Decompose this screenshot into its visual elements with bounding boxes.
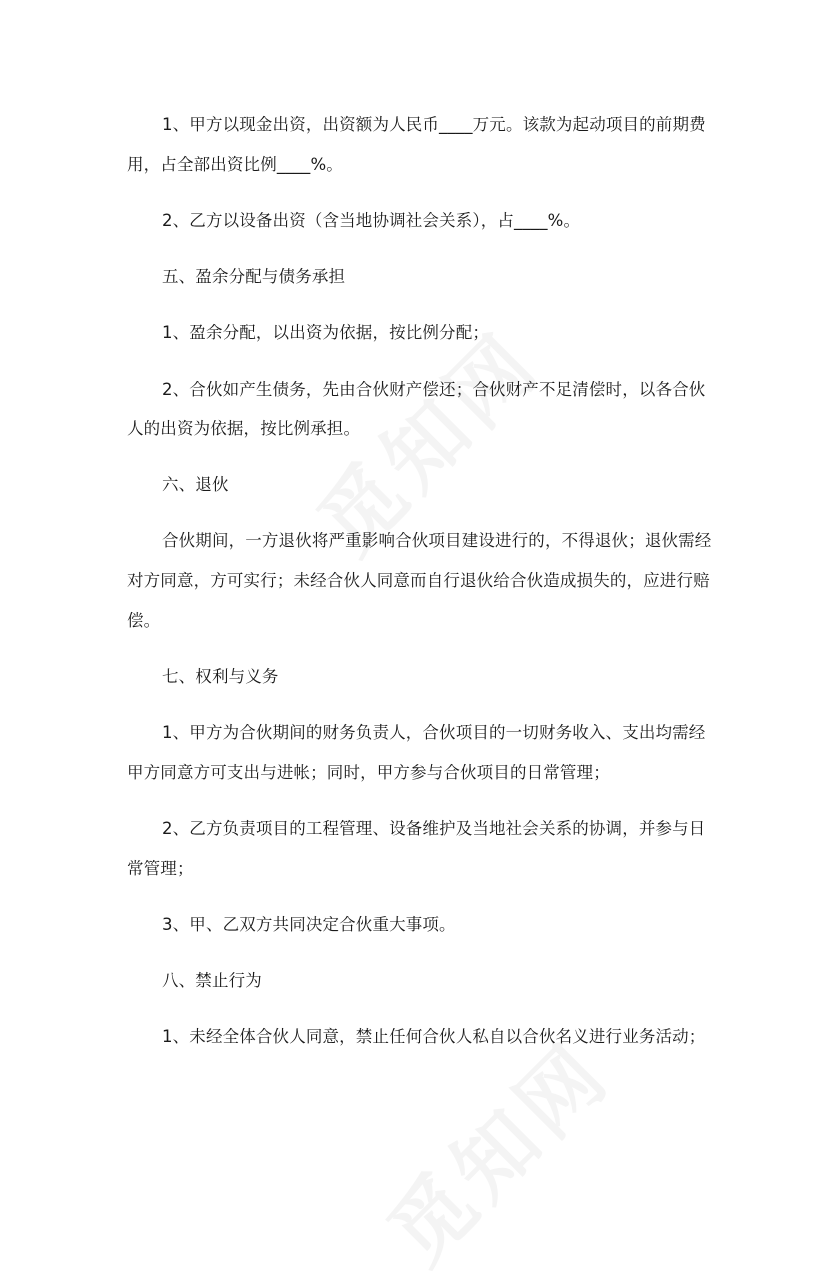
- paragraph-line: 2、乙方以设备出资（含当地协调社会关系），占____%。: [162, 211, 581, 230]
- paragraph-line: 2、乙方负责项目的工程管理、设备维护及当地社会关系的协调，并参与日: [162, 819, 706, 838]
- paragraph-line: 1、未经全体合伙人同意，禁止任何合伙人私自以合伙名义进行业务活动；: [162, 1027, 706, 1046]
- watermark-logo: [358, 1012, 632, 1285]
- paragraph-line: 2、合伙如产生债务，先由合伙财产偿还；合伙财产不足清偿时，以各合伙: [162, 380, 706, 399]
- section-heading: 七、权利与义务: [162, 667, 279, 686]
- paragraph-line: 对方同意，方可实行；未经合伙人同意而自行退伙给合伙造成损失的，应进行赔: [127, 571, 710, 590]
- paragraph-line: 3、甲、乙双方共同决定合伙重大事项。: [162, 915, 456, 934]
- paragraph-line: 偿。: [127, 611, 161, 630]
- paragraph-line: 1、甲方以现金出资，出资额为人民币____万元。该款为起动项目的前期费: [162, 115, 706, 134]
- section-heading: 六、退伙: [162, 475, 229, 494]
- paragraph-line: 1、盈余分配，以出资为依据，按比例分配；: [162, 323, 489, 342]
- paragraph-line: 常管理；: [127, 859, 194, 878]
- section-heading: 八、禁止行为: [162, 971, 262, 990]
- paragraph-line: 1、甲方为合伙期间的财务负责人，合伙项目的一切财务收入、支出均需经: [162, 723, 706, 742]
- section-heading: 五、盈余分配与债务承担: [162, 267, 346, 286]
- paragraph-line: 人的出资为依据，按比例承担。: [127, 419, 361, 438]
- paragraph-line: 甲方同意方可支出与进帐；同时，甲方参与合伙项目的日常管理；: [127, 763, 610, 782]
- paragraph-line: 合伙期间，一方退伙将严重影响合伙项目建设进行的，不得退伙；退伙需经: [162, 531, 712, 550]
- paragraph-line: 用，占全部出资比例____%。: [127, 155, 343, 174]
